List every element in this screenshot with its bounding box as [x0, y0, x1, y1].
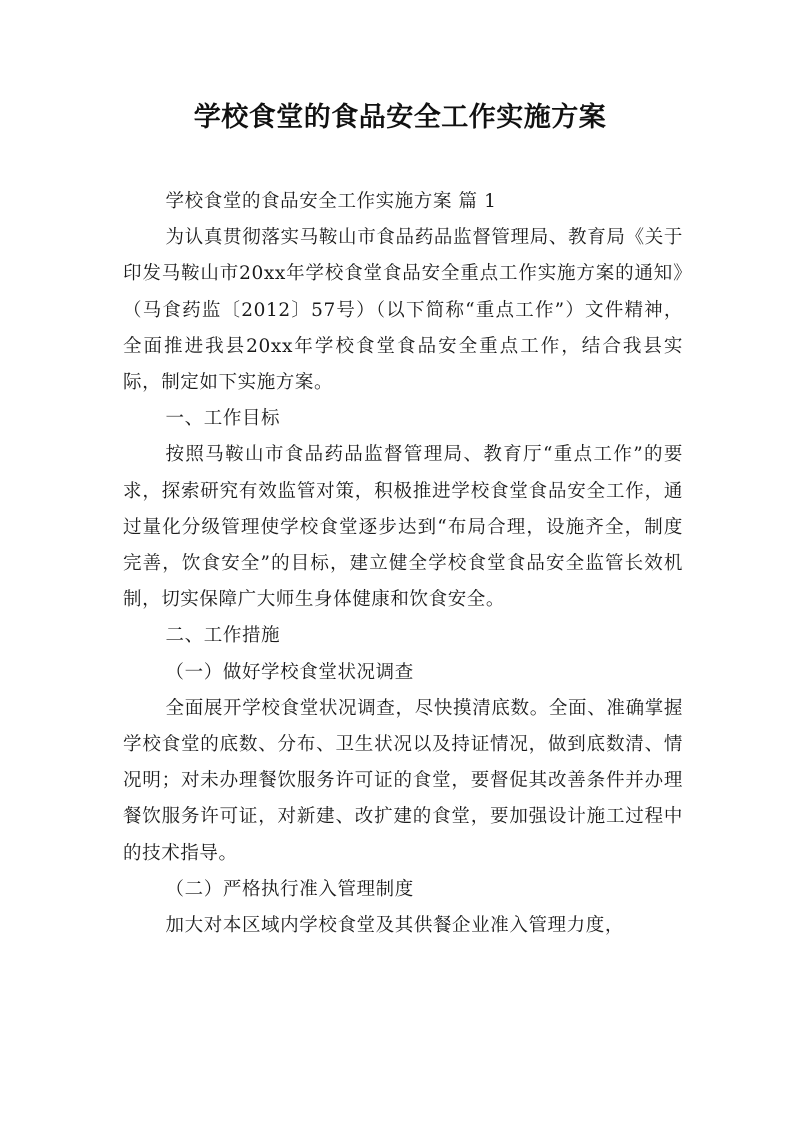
survey-paragraph: 全面展开学校食堂状况调查，尽快摸清底数。全面、准确掌握学校食堂的底数、分布、卫生状况以及持证情况，做到底数清、情况明；对未办理餐饮服务许可证的食堂，要督促其改善条件并办理餐饮服务许可证，对新建、改扩建的食堂，要加强设计施工过程中的技术指导。: [123, 697, 683, 864]
section-subtitle: 学校食堂的食品安全工作实施方案 篇 1: [165, 191, 497, 212]
heading-work-goal: 一、工作目标: [165, 408, 281, 430]
heading-access-management: （二）严格执行准入管理制度: [165, 878, 414, 900]
heading-work-measures: 二、工作措施: [165, 625, 281, 647]
intro-paragraph: 为认真贯彻落实马鞍山市食品药品监督管理局、教育局《关于印发马鞍山市20xx年学校食堂食品安全重点工作实施方案的通知》（马食药监〔2012〕57号）（以下简称“重点工作”）文件精神，全面推进我县20xx年学校食堂食品安全重点工作，结合我县实际，制定如下实施方案。: [123, 227, 683, 394]
goal-paragraph: 按照马鞍山市食品药品监督管理局、教育厅“重点工作”的要求，探索研究有效监管对策，积极推进学校食堂食品安全工作，通过量化分级管理使学校食堂逐步达到“布局合理，设施齐全，制度完善，饮食安全”的目标，建立健全学校食堂食品安全监管长效机制，切实保障广大师生身体健康和饮食安全。: [123, 444, 683, 611]
document-title: 学校食堂的食品安全工作实施方案: [193, 102, 607, 133]
document-body: [123, 184, 683, 944]
access-paragraph: 加大对本区域内学校食堂及其供餐企业准入管理力度，: [165, 915, 624, 937]
heading-canteen-survey: （一）做好学校食堂状况调查: [165, 661, 414, 683]
